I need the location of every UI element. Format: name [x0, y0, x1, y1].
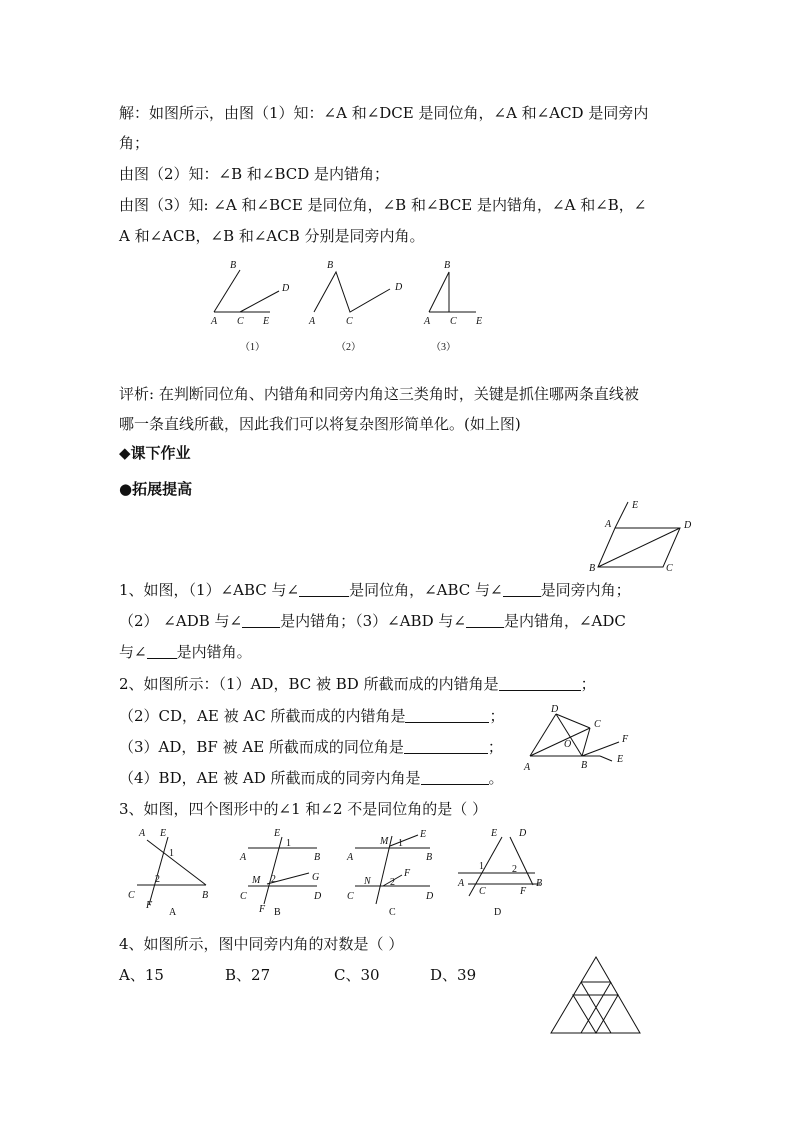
- q3a-label-1: 1: [169, 848, 174, 859]
- q2-text-1end: ；: [580, 675, 596, 693]
- q3c-label-E: E: [420, 829, 427, 840]
- fig3-label-B: B: [444, 260, 451, 271]
- q3b-label-B: B: [314, 852, 321, 863]
- q2-label-O: O: [564, 739, 572, 750]
- fig3-label-E: E: [476, 316, 483, 327]
- q3b-label-F: F: [259, 904, 266, 915]
- q4-option-a: A、15: [119, 966, 164, 984]
- q1-label-D: D: [684, 520, 692, 531]
- q2-text-2end: ；: [489, 707, 505, 725]
- q3b-label-A: A: [240, 852, 247, 863]
- fig1-label-E: E: [263, 316, 270, 327]
- q4-question: 4、如图所示，图中同旁内角的对数是（ ）: [119, 935, 404, 953]
- q2-text-1: 2、如图所示：（1）AD，BC 被 BD 所截而成的内错角是: [119, 675, 499, 693]
- fig2-label-D: D: [395, 282, 403, 293]
- q2-label-A: A: [524, 762, 531, 773]
- q3d-label-B: B: [536, 878, 543, 889]
- q3c-label-D: D: [426, 891, 434, 902]
- q3a-label-F: F: [146, 900, 153, 911]
- q1-text-1c: 是同旁内角；: [540, 581, 631, 599]
- fig2-label-C: C: [346, 316, 353, 327]
- q3a-label-A: A: [139, 828, 146, 839]
- q2-label-E: E: [617, 754, 624, 765]
- q2-text-2: （2）CD，AE 被 AC 所截而成的内错角是: [119, 707, 406, 725]
- fig2-label-B: B: [327, 260, 334, 271]
- q1-label-B: B: [589, 563, 596, 574]
- fig3-label-C: C: [450, 316, 457, 327]
- q3d-label-1: 1: [479, 861, 484, 872]
- q1-label-E: E: [632, 500, 639, 511]
- solution-line-2: 角；: [119, 134, 150, 152]
- q1-text-3b: 是内错角。: [176, 643, 252, 661]
- solution-line-5: A 和∠ACB，∠B 和∠ACB 分别是同旁内角。: [119, 227, 425, 245]
- q3b-label-E: E: [274, 828, 281, 839]
- q2-label-B: B: [581, 760, 588, 771]
- q2-text-3end: ；: [487, 738, 503, 756]
- q3-option-A: A: [169, 907, 177, 918]
- fig1-label-D: D: [282, 283, 290, 294]
- q1-text-1a: 1、如图，（1）∠ABC 与∠: [119, 581, 300, 599]
- q2-text-3: （3）AD，BF 被 AE 所截而成的同位角是: [119, 738, 404, 756]
- q3b-label-G: G: [312, 872, 320, 883]
- q3a-label-B: B: [202, 890, 209, 901]
- q4-option-c: C、30: [334, 966, 380, 984]
- q3b-label-M: M: [252, 875, 261, 886]
- q3d-label-E: E: [491, 828, 498, 839]
- solution-line-1: 解：如图所示，由图（1）知：∠A 和∠DCE 是同位角，∠A 和∠ACD 是同旁内: [119, 104, 649, 122]
- q1-label-A: A: [605, 519, 612, 530]
- q3b-label-D: D: [314, 891, 322, 902]
- fig3-label-A: A: [424, 316, 431, 327]
- q3c-label-2: 2: [390, 877, 395, 888]
- q3-option-C: C: [389, 907, 396, 918]
- q3a-label-C: C: [128, 890, 135, 901]
- q3d-label-A: A: [458, 878, 465, 889]
- q1-label-C: C: [666, 563, 673, 574]
- solution-line-3: 由图（2）知：∠B 和∠BCD 是内错角；: [119, 165, 390, 183]
- homework-heading: ◆课下作业: [119, 444, 191, 462]
- fig1-caption: （1）: [240, 342, 265, 353]
- solution-line-4: 由图（3）知: ∠A 和∠BCE 是同位角，∠B 和∠BCE 是内错角，∠A 和∠B，∠: [119, 196, 647, 214]
- q3d-label-C: C: [479, 886, 486, 897]
- fig1-label-A: A: [211, 316, 218, 327]
- q2-label-F: F: [622, 734, 629, 745]
- q1-text-1b: 是同位角，∠ABC 与∠: [349, 581, 503, 599]
- q3c-label-F: F: [404, 868, 411, 879]
- analysis-line-2: 哪一条直线所截，因此我们可以将复杂图形简单化。(如上图): [119, 415, 521, 433]
- q2-label-C: C: [594, 719, 601, 730]
- q3b-label-1: 1: [286, 838, 291, 849]
- q3c-label-A: A: [347, 852, 354, 863]
- q1-text-2a: （2） ∠ADB 与∠: [119, 612, 243, 630]
- fig3-caption: （3）: [431, 342, 456, 353]
- q3c-label-1: 1: [398, 838, 403, 849]
- fig1-label-C: C: [237, 316, 244, 327]
- q3b-label-2: 2: [271, 874, 276, 885]
- q2-text-4: （4）BD，AE 被 AD 所截而成的同旁内角是: [119, 769, 421, 787]
- q1-text-2b: 是内错角；（3）∠ABD 与∠: [280, 612, 466, 630]
- q1-text-3a: 与∠: [119, 643, 147, 661]
- q3c-label-B: B: [426, 852, 433, 863]
- q3b-label-C: C: [240, 891, 247, 902]
- extension-heading: ●拓展提高: [119, 480, 193, 498]
- q3-question: 3、如图，四个图形中的∠1 和∠2 不是同位角的是（ ）: [119, 800, 488, 818]
- q3c-label-N: N: [364, 876, 371, 887]
- q3-option-D: D: [494, 907, 502, 918]
- fig1-label-B: B: [230, 260, 237, 271]
- q2-label-D: D: [551, 704, 559, 715]
- q4-option-b: B、27: [225, 966, 271, 984]
- q3a-label-2: 2: [155, 874, 160, 885]
- q3d-label-D: D: [519, 828, 527, 839]
- analysis-line-1: 评析: 在判断同位角、内错角和同旁内角这三类角时，关键是抓住哪两条直线被: [119, 385, 639, 403]
- q3d-label-2: 2: [512, 864, 517, 875]
- q3c-label-M: M: [380, 836, 389, 847]
- q3-option-B: B: [274, 907, 281, 918]
- q3d-label-F: F: [520, 886, 527, 897]
- q4-option-d: D、39: [430, 966, 477, 984]
- fig2-caption: （2）: [336, 342, 361, 353]
- fig2-label-A: A: [309, 316, 316, 327]
- q3a-label-E: E: [160, 828, 167, 839]
- q3c-label-C: C: [347, 891, 354, 902]
- q1-text-2c: 是内错角，∠ADC: [503, 612, 626, 630]
- q2-text-4end: 。: [488, 769, 504, 787]
